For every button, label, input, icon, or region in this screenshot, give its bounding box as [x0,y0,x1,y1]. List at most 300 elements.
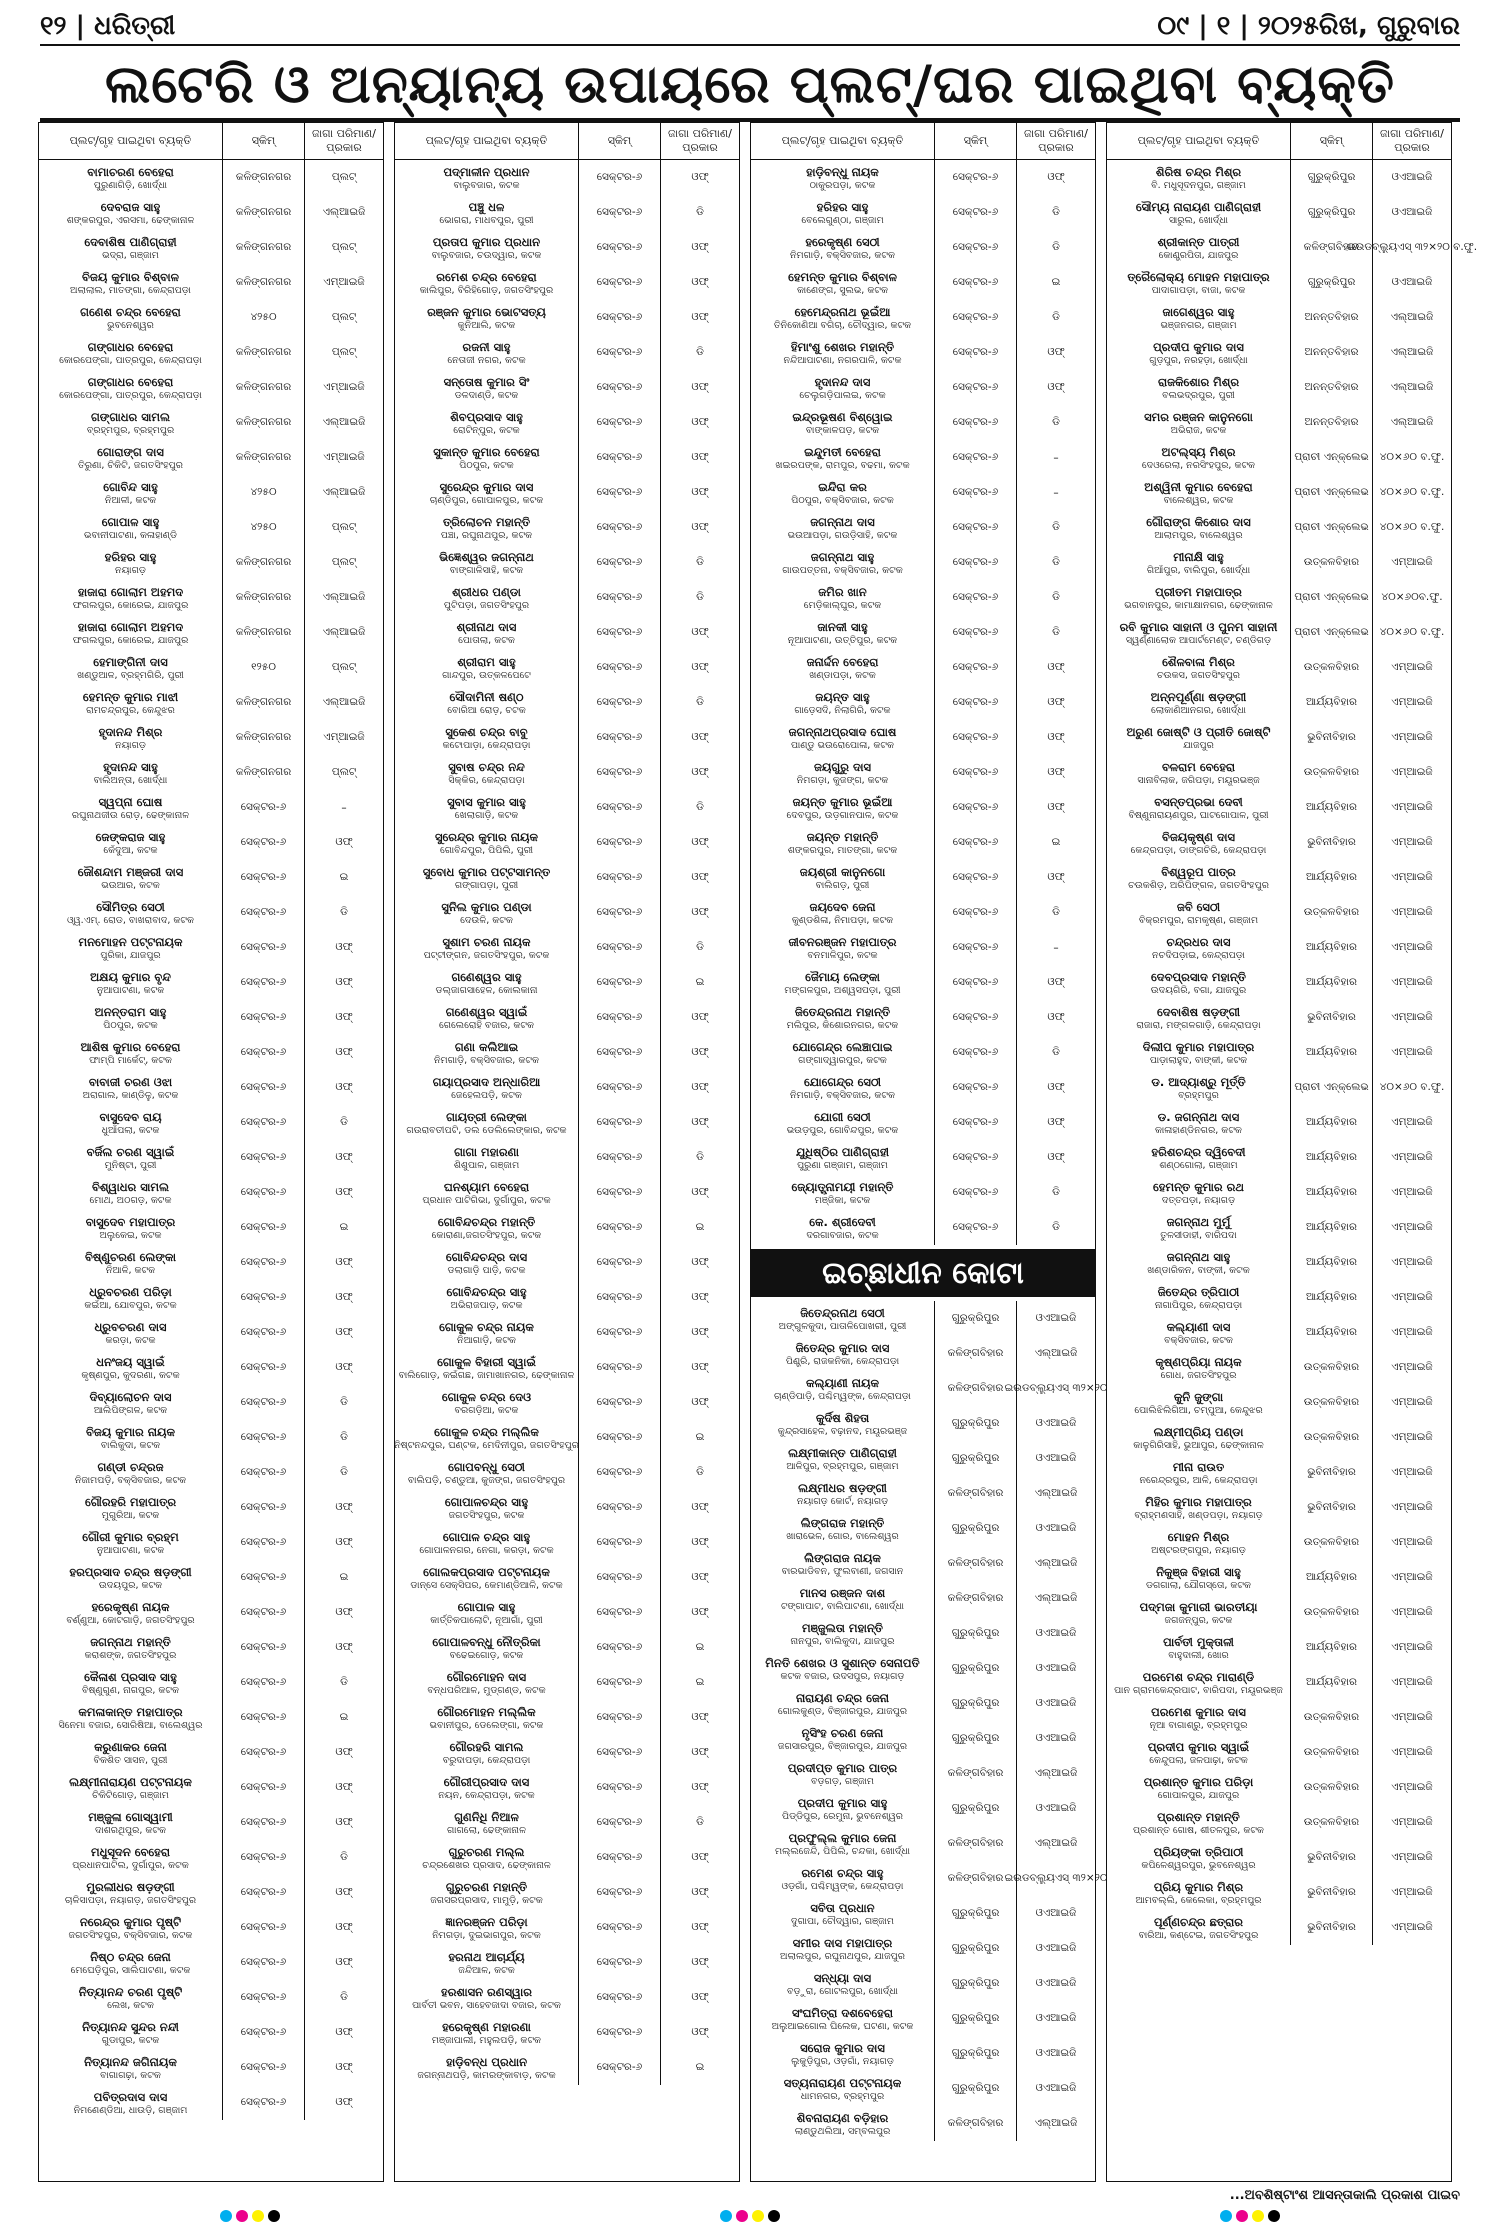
plot-type-cell: ଇ [695,2061,705,2073]
scheme-cell: ସେକ୍ଟର-୬ [223,1525,305,1560]
table-row [39,195,383,230]
scheme-cell: ଗୁରୁକ୍ରିପୁର [935,2036,1017,2071]
person-cell [1107,1525,1291,1560]
person-cell [395,1105,579,1140]
plot-type-cell: ଏଲ୍ଆଇଜି [1390,381,1434,393]
color-bar-3 [1218,2207,1282,2226]
plot-type-cell: ଡି [340,1396,348,1408]
person-cell [1107,1000,1291,1035]
scheme-cell: ସେକ୍ଟର-୬ [579,1910,661,1945]
table-row [39,265,383,300]
person-cell [1107,1420,1291,1455]
table-row [1107,1070,1451,1105]
table-row [1107,1210,1451,1245]
scheme-cell: ଅନନ୍ତବିହାର [1291,405,1373,440]
person-name: ସ୍ୱପ୍ନା ଘୋଷ [98,794,163,809]
person-cell [1107,930,1291,965]
plot-type-cell: ଓଫ୍ [691,416,709,428]
plot-type-cell: ଏଲ୍ଆଇଜି [322,696,366,708]
person-address: ଲାଣ୍ଡୁଥଲିଆ, ସମ୍ବଲପୁର [794,2125,891,2137]
person-address: ମୁନିଷ୍ଟା, ପୁରୀ [104,1159,157,1171]
table-row [39,825,383,860]
plot-type-cell: ଓଫ୍ [691,1711,709,1723]
person-address: ଫଗଲପୁର, କୋରେଇ, ଯାଜପୁର [72,599,189,611]
plot-type-cell: ଡି [340,1431,348,1443]
scheme-cell: ସେକ୍ଟର-୬ [579,1140,661,1175]
table-row [39,860,383,895]
person-address: କଇଁଆ, ଯୋବପୁର, କଟକ [84,1299,177,1311]
person-cell [39,1035,223,1070]
scheme-cell: ସେକ୍ଟର-୬ [935,300,1017,335]
plot-type-cell: ଓଫ୍ [1047,731,1065,743]
scheme-cell: ଆର୍ଯ୍ୟବିହାର [1291,1105,1373,1140]
plot-type-cell: ଏମ୍ଆଇଜି [1391,941,1433,953]
scheme-cell: ସେକ୍ଟର-୬ [223,825,305,860]
scheme-cell: ଆର୍ଯ୍ୟବିହାର [1291,1665,1373,1700]
person-name: ହାଜାରା ଗୋଲାମ ଅହମଦ [77,619,184,634]
scheme-cell: ଆର୍ଯ୍ୟବିହାର [1291,1560,1373,1595]
scheme-cell: ସେକ୍ଟର-୬ [935,440,1017,475]
person-address: ଗୋପାଳନଗର, ନେଗା, କରଡ଼ା, କଟକ [419,1544,554,1556]
person-name: ଗୋପାଳବନ୍ଧୁ ନୌତ୍ରିକା [432,1634,541,1649]
table-row [1107,510,1451,545]
scheme-cell: କଳିଙ୍ଗବିହାର [935,1581,1017,1616]
person-address: ବର୍ଣ୍ଣୁଆ, କୋଟଗାଡ଼ି, ଜଗତସିଂହପୁର [66,1614,195,1626]
person-name: ଶିବପ୍ରସାଦ ସାହୁ [450,409,523,424]
person-name: ଲକ୍ଷ୍ମୀକାନ୍ତ ପାଣିଗ୍ରାହୀ [788,1445,897,1460]
person-name: ଦେବରାଜ ସାହୁ [100,199,161,214]
person-address: ଲୁକୁଡ଼ିପୁର, ଓଡ଼ଗାଁ, ନୟାଗଡ଼ [791,2055,894,2067]
plot-type-cell: ପ୍ଲଟ୍ [331,241,357,253]
person-name: ଶ୍ରୀନାଥ ଦାସ [456,619,517,634]
person-cell [751,1175,935,1210]
plot-type-cell: ଏମ୍ଆଇଜି [1391,976,1433,988]
person-address: ଭଉଆର, କଟକ [101,879,160,891]
plot-type-cell: ଏମ୍ଆଇଜି [1391,836,1433,848]
person-cell [1107,1700,1291,1735]
scheme-cell: ପ୍ରାଚୀ ଏନ୍‌କ୍ଲେଭ [1291,510,1373,545]
header-type: ଜାଗା ପରିମାଣ/ ପ୍ରକାର [1024,127,1088,154]
person-address: କୋରପେଙ୍ଗା, ପାତ୍ରପୁର, କେନ୍ଦ୍ରାପଡ଼ା [59,389,202,401]
person-address: ଗାଗଲୋ, ଢେଙ୍କାନାଳ [447,1824,526,1836]
scheme-cell: ଉତ୍କଳବିହାର [1291,895,1373,930]
person-address: ବିଷ୍ଣୁନାରାୟଣପୁର, ଘାଟଗୋପାଳ, ପୁରୀ [1128,809,1269,821]
plot-type-cell: ଓଫ୍ [691,1606,709,1618]
person-name: ପ୍ରଶାନ୍ତ କୁମାର ପରିଡ଼ା [1143,1774,1254,1789]
person-address: ନାଗାପିପୁର, କେନ୍ଦ୍ରାପଡ଼ା [1154,1299,1243,1311]
plot-type-cell: ଓଫ୍ [691,521,709,533]
person-name: ମୁରଲୀଧର ଷଡ଼ଙ୍ଗୀ [86,1879,175,1894]
quota-section-banner: ଇଚ୍ଛାଧୀନ କୋଟା [751,1249,1095,1297]
table-row [1107,1385,1451,1420]
page-header [40,8,1460,46]
person-cell [39,475,223,510]
person-address: କୋରାଣା,ଜଗତସିଂହପୁର, କଟକ [431,1229,542,1241]
scheme-cell: କଳିଙ୍ଗନଗର [223,195,305,230]
scheme-cell: ସେକ୍ଟର-୬ [935,265,1017,300]
scheme-cell: ସେକ୍ଟର-୬ [935,1000,1017,1035]
person-address: ବାଲିଗଡ଼, ପୁରୀ [815,879,870,891]
person-cell [1107,1315,1291,1350]
table-row [39,895,383,930]
scheme-cell: ଆର୍ଯ୍ୟବିହାର [1291,1245,1373,1280]
scheme-cell: ଗୁରୁକ୍ରିପୁର [1291,195,1373,230]
person-address: ବାରିଆ, କଣ୍ଟେଇ, ଜଗତସିଂହପୁର [1138,1929,1259,1941]
scheme-cell: ସେକ୍ଟର-୬ [579,230,661,265]
scheme-cell: ସେକ୍ଟର-୬ [223,1105,305,1140]
table-row [39,1945,383,1980]
person-address: ଅଙ୍ଗୁଳକୁଦା, ପାତାଳିପୋଖରୀ, ପୁରୀ [778,1320,907,1332]
person-cell [39,930,223,965]
table-row [395,965,739,1000]
scheme-cell: ଭୁବିନୀବିହାର [1291,1490,1373,1525]
table-row [395,580,739,615]
table-row [39,790,383,825]
person-address: ଲୋକାଣିଆନଗର, ଖୋର୍ଦ୍ଧା [1150,704,1246,716]
table-row [395,1315,739,1350]
scheme-cell: ସେକ୍ଟର-୬ [223,1560,305,1595]
table-row [395,1420,739,1455]
person-cell [39,1350,223,1385]
plot-type-cell: ଓଫ୍ [691,276,709,288]
person-address: ବାଙ୍ଗାଳିସାହି, କଟକ [449,564,524,576]
registration-marks [0,2211,1500,2221]
table-row [395,2015,739,2050]
plot-type-cell: ଓଫ୍ [1047,381,1065,393]
person-address: ଖେଲାଗାଡ଼ି, କଟକ [454,809,519,821]
person-cell [751,790,935,825]
table-row [751,300,1095,335]
person-cell [751,1616,935,1651]
scheme-cell: ସେକ୍ଟର-୬ [579,2050,661,2085]
plot-type-cell: ଓଫ୍ [335,2061,353,2073]
scheme-cell: ସେକ୍ଟର-୬ [579,1945,661,1980]
person-cell [39,1315,223,1350]
plot-type-cell: ଓଫ୍ [691,1886,709,1898]
table-row [395,1805,739,1840]
person-address: ଟଙ୍ଗାପାଟ, ବାଲିପାଟଣା, ଖୋର୍ଦ୍ଧା [780,1600,905,1612]
table-row [39,1805,383,1840]
scheme-cell: ସେକ୍ଟର-୬ [223,965,305,1000]
person-name: ସମୀର ଦାସ ମହାପାତ୍ର [792,1935,893,1950]
scheme-cell: ସେକ୍ଟର-୬ [579,1875,661,1910]
table-row [39,755,383,790]
header-scheme: ସ୍କିମ୍ [1291,123,1373,159]
scheme-cell: ସେକ୍ଟର-୬ [223,1455,305,1490]
person-cell [751,475,935,510]
person-cell [751,1721,935,1756]
scheme-cell: ସେକ୍ଟର-୬ [223,1210,305,1245]
person-cell [751,405,935,440]
table-row [751,1686,1095,1721]
person-address: କୁଣ୍ଡଶିଳା, ନିମାପଡ଼ା, କଟକ [791,914,894,926]
plot-type-cell: ଓଏଆଇଜି [1035,1942,1077,1954]
person-cell [751,1301,935,1336]
table-row [751,965,1095,1000]
person-cell [751,1511,935,1546]
plot-type-cell: ଓଫ୍ [1047,696,1065,708]
plot-type-cell: ଏମ୍ଆଇଜି [1391,1361,1433,1373]
plot-type-cell: ଏଲ୍ଆଇଜି [1034,1557,1078,1569]
plot-type-cell: ଓଫ୍ [335,836,353,848]
table-row [395,1175,739,1210]
person-address: ଗୁଡାପୁର, କଟକ [101,2034,160,2046]
table-row [395,1875,739,1910]
scheme-cell: ସେକ୍ଟର-୬ [223,1490,305,1525]
plot-type-cell: ଏଲ୍ଆଇଜି [1390,311,1434,323]
plot-type-cell: ଏମ୍ଆଇଜି [1391,1011,1433,1023]
table-row [39,1315,383,1350]
plot-type-cell: ଏଲ୍ଆଇଜି [322,416,366,428]
person-address: ନେତାଜୀ ନଗର, କଟକ [447,354,526,366]
plot-type-cell: ପ୍ଲଟ୍ [331,521,357,533]
person-name: ହୃଦାନନ୍ଦ ମିଶ୍ର [98,724,163,739]
plot-type-cell: ଏଲ୍ଆଇଜି [1034,1592,1078,1604]
table-row [39,1280,383,1315]
person-address: ମେଡ଼ିକାଲ୍‌ଘୁର, କଟକ [803,599,882,611]
scheme-cell: ଉତ୍କଳବିହାର [1291,1700,1373,1735]
person-address: ମଲିପୁର, କିଶୋରନଗର, କଟକ [786,1019,899,1031]
table-row [751,1756,1095,1791]
person-cell [395,1665,579,1700]
plot-type-cell: ୪୦×୬୦ ବ.ଫୁ. [1379,1081,1445,1093]
table-row [751,230,1095,265]
scheme-cell: ସେକ୍ଟର-୬ [579,1000,661,1035]
person-cell [1107,755,1291,790]
table-row [751,440,1095,475]
table-row [1107,1280,1451,1315]
scheme-cell: ସେକ୍ଟର-୬ [579,1770,661,1805]
scheme-cell: ସେକ୍ଟର-୬ [223,2085,305,2120]
person-name: ଜୟଦେବ ଜେନା [809,899,876,914]
plot-type-cell: ଏମ୍ଆଇଜି [1391,1396,1433,1408]
table-row [751,1966,1095,2001]
person-cell [751,1406,935,1441]
table-row [395,720,739,755]
person-cell [39,1525,223,1560]
plot-type-cell: ଓଫ୍ [335,1361,353,1373]
scheme-cell: କଳିଙ୍ଗବିହାର [935,1546,1017,1581]
scheme-cell: ୪୨୫୦ [223,300,305,335]
scheme-cell: ଭୁବିନୀବିହାର [1291,1455,1373,1490]
person-name: ବିଜୟ କୁମାର ବିଶ୍ବାଳ [82,269,179,284]
person-address: ବନମାଳିପୁର, କଟକ [807,949,878,961]
plot-type-cell: ଓଫ୍ [1047,661,1065,673]
person-address: ଠାକୁରପଡ଼ା, କଟକ [809,179,876,191]
person-address: ଅଲାଲାଲ, ମାତଙ୍ଗା, କେନ୍ଦ୍ରାପଡ଼ା [70,284,191,296]
table-row [751,405,1095,440]
person-cell [395,720,579,755]
table-row [751,1791,1095,1826]
person-name: ହେମନ୍ତ କୁମାର ବିଶ୍ବାଳ [788,269,897,284]
table-row [39,475,383,510]
plot-type-cell: ୪୦×୬୦ ବ.ଫୁ. [1379,521,1445,533]
person-name: ସବିତା ପ୍ରଧାନ [810,1900,875,1915]
plot-type-cell: ଡି [696,1816,704,1828]
person-cell [1107,160,1291,195]
table-row [395,1210,739,1245]
scheme-cell: ସେକ୍ଟର-୬ [223,860,305,895]
scheme-cell: ୧୨୫୦ [223,650,305,685]
person-name: ପ୍ରଦୀପ କୁମାର ଦାସ [1153,339,1244,354]
header-person: ପ୍ଲଟ୍/ଗୃହ ପାଇଥିବା ବ୍ୟକ୍ତି [395,123,579,159]
scheme-cell: କଳିଙ୍ଗନଗର [223,335,305,370]
person-name: ଲିଙ୍ଗରାଜ ମହାନ୍ତି [800,1515,885,1530]
plot-type-cell: ଇଉଡବ୍ଲ୍ୟୁଏସ୍ ୩୨×୨୦ [1004,1382,1108,1394]
person-cell [1107,265,1291,300]
person-name: ଗୋଲକପ୍ରସାଦ ପଟ୍ଟନାୟକ [423,1564,550,1579]
person-name: ଗୋପାଳ ଚନ୍ଦ୍ର ସାହୁ [442,1529,531,1544]
scheme-cell: ସେକ୍ଟର-୬ [223,1245,305,1280]
scheme-cell: ଉତ୍କଳବିହାର [1291,1420,1373,1455]
person-name: ନରେନ୍ଦ୍ର କୁମାର ପୃଷ୍ଟି [79,1914,182,1929]
plot-type-cell: ଓଫ୍ [691,381,709,393]
plot-type-cell: ଏଲ୍ଆଇଜି [1034,1837,1078,1849]
person-address: କାଳାହାଣ୍ଡିନଗର, କଟକ [1155,1124,1242,1136]
person-cell [39,2085,223,2120]
scheme-cell: ସେକ୍ଟର-୬ [935,580,1017,615]
person-cell [1107,1910,1291,1945]
plot-type-cell: ଇଉଡବ୍ଲ୍ୟୁଏସ୍ ୩୨×୨୦ ବ.ଫୁ. [1346,241,1478,253]
scheme-cell: ଭୁବିନୀବିହାର [1291,1910,1373,1945]
plot-type-cell: ଓଏଆଇଜି [1035,1312,1077,1324]
table-row [1107,1665,1451,1700]
person-cell [1107,1805,1291,1840]
table-row [1107,1000,1451,1035]
plot-type-cell: ଓଫ୍ [335,1956,353,1968]
person-cell [1107,825,1291,860]
scheme-cell: ଅନନ୍ତବିହାର [1291,335,1373,370]
column-header [751,123,1095,160]
person-address: ସିନେମା ବଜାର, ସୋରିଷିଆ, ବାଲେଶ୍ୱର [58,1719,203,1731]
person-cell [39,685,223,720]
person-name: ଅଶ୍ୱିନୀ କୁମାର ବେହେରା [1144,479,1253,494]
person-name: ଧନଂଜୟ ସ୍ୱାଇଁ [96,1354,165,1369]
scheme-cell: କଳିଙ୍ଗନଗର [223,755,305,790]
table-row [1107,1420,1451,1455]
person-name: ତ୍ରୈଲୋକ୍ୟ ମୋହନ ମହାପାତ୍ର [1127,269,1270,284]
plot-type-cell: ଓଏଆଇଜି [1035,1627,1077,1639]
table-row [1107,230,1478,265]
person-name: ଗୋପାଳ ସାହୁ [457,1599,516,1614]
plot-type-cell: ଓଏଆଇଜି [1035,1662,1077,1674]
person-address: କୁନିଆଲି, କଟକ [457,319,516,331]
person-address: ଓଡ଼ଗାଁ, ପଶ୍ଚିମ୍ୱଙ୍କ, କେନ୍ଦ୍ରାପଡ଼ା [781,1880,904,1892]
plot-type-cell: ଏଲ୍ଆଇଜି [1390,346,1434,358]
plot-type-cell: ପ୍ଲଟ୍ [331,346,357,358]
person-cell [39,895,223,930]
continued-note: ...ଅବଶିଷ୍ଟାଂଶ ଆସନ୍ତାକାଲି ପ୍ରକାଶ ପାଇବ [1229,2188,1460,2203]
table-row [395,195,739,230]
person-cell [751,965,935,1000]
table-row [39,1595,383,1630]
scheme-cell: ଆର୍ଯ୍ୟବିହାର [1291,860,1373,895]
table-row [1107,1175,1451,1210]
plot-type-cell: ଓଏଆଇଜି [1391,276,1433,288]
plot-type-cell: ଓଫ୍ [691,171,709,183]
scheme-cell: ଗୁରୁକ୍ରିପୁର [935,1686,1017,1721]
person-name: ହେମନ୍ତ କୁମାର ମାଝୀ [82,689,179,704]
person-address: ପାଡ଼ାଲାହୁଦ, ବାଙ୍କୀ, କଟକ [1149,1054,1248,1066]
person-name: ଜୟନ୍ତ ମହାନ୍ତି [806,829,879,844]
person-address: ନିଆଳି, କଟକ [105,1264,156,1276]
person-name: ପଦ୍ମାଳୀନ ପ୍ରଧାନ [443,164,530,179]
person-name: ଗଣେଶ୍ୱର ସ୍ୱାଇଁ [445,1004,528,1019]
person-name: ମୋହନ ମିଶ୍ର [1167,1529,1230,1544]
plot-type-cell: ଡି [1052,521,1060,533]
person-name: ହେମାଙ୍ଗିନୀ ଦାସ [93,654,168,669]
plot-type-cell: ଓଏଆଇଜି [1035,1417,1077,1429]
table-row [751,860,1095,895]
person-address: ଭଉଡ଼ପୁର, ଗୋବିନ୍ଦପୁର, କଟକ [786,1124,899,1136]
plot-type-cell: ଓଏଆଇଜି [1035,2047,1077,2059]
person-address: ଆମବଲ୍ଲି, କେଲେକା, ବ୍ରହ୍ମପୁର [1135,1894,1262,1906]
plot-type-cell: ୪୦×୬୦ ବ.ଫୁ. [1379,486,1445,498]
person-cell [751,1000,935,1035]
person-cell [39,1910,223,1945]
scheme-cell: ଗୁରୁକ୍ରିପୁର [935,2071,1017,2106]
scheme-cell: ସେକ୍ଟର-୬ [579,860,661,895]
plot-type-cell: ଏମ୍ଆଇଜି [1391,1606,1433,1618]
scheme-cell: ସେକ୍ଟର-୬ [579,370,661,405]
scheme-cell: କଳିଙ୍ଗନଗର [223,685,305,720]
person-name: ସୁବାଷ ଚନ୍ଦ୍ର ନନ୍ଦ [448,759,525,774]
scheme-cell: ଆର୍ଯ୍ୟବିହାର [1291,1175,1373,1210]
plot-type-cell: ଓଫ୍ [691,626,709,638]
person-name: ଗଣେଶ ଚନ୍ଦ୍ର ବେହେରା [80,304,181,319]
scheme-cell: ସେକ୍ଟର-୬ [935,895,1017,930]
person-cell [395,615,579,650]
scheme-cell: ଭୁବିନୀବିହାର [1291,1840,1373,1875]
person-address: ନୟନ, କେନ୍ଦ୍ରାପଡ଼ା, କଟକ [438,1789,535,1801]
plot-type-cell: ଓଫ୍ [691,1851,709,1863]
scheme-cell: ୪୨୫୦ [223,510,305,545]
table-row [39,1980,383,2015]
person-name: ମୀନା ରାଉତ [1172,1459,1225,1474]
person-cell [1107,1245,1291,1280]
person-name: ରଜନୀ ସାହୁ [462,339,511,354]
plot-type-cell: ଡି [1052,206,1060,218]
scheme-cell: ସେକ୍ଟର-୬ [223,1805,305,1840]
table-row [39,510,383,545]
person-cell [751,1476,935,1511]
person-address: ଆଲିପିଙ୍ଗଳ, କଟକ [93,1404,168,1416]
table-row [39,300,383,335]
table-row [1107,265,1451,300]
person-address: ଦାଶରଥିପୁର, କଟକ [94,1824,167,1836]
person-cell [395,1595,579,1630]
table-row [395,475,739,510]
person-cell [395,1280,579,1315]
scheme-cell: ଉତ୍କଳବିହାର [1291,1735,1373,1770]
person-address: ପୋଲିଝିଲିଗିଆ, ଚମ୍ପୁଆ, କେନ୍ଦୁଝର [1134,1404,1263,1416]
person-name: ଜାଗେଶ୍ୱର ସାହୁ [1162,304,1235,319]
person-cell [1107,230,1291,265]
plot-type-cell: ଓଫ୍ [1047,1011,1065,1023]
person-cell [1107,440,1291,475]
table-row [395,545,739,580]
person-name: ନିତ୍ୟାନନ୍ଦ ଜଗିନାୟକ [84,2054,177,2069]
scheme-cell: କଳିଙ୍ଗନଗର [223,160,305,195]
person-cell [751,300,935,335]
scheme-cell: କଳିଙ୍ଗନଗର [223,720,305,755]
table-row [39,1910,383,1945]
scheme-cell: ସେକ୍ଟର-୬ [579,1490,661,1525]
person-name: ମଞ୍ଜୁଲତା ମହାନ୍ତି [802,1620,883,1635]
scheme-cell: ସେକ୍ଟର-୬ [579,790,661,825]
person-address: ସାନାବିଲାକ, ଜଗିପଡ଼ା, ମୟୂରଭଞ୍ଜ [1137,774,1260,786]
plot-type-cell: ଇ [695,1431,705,1443]
